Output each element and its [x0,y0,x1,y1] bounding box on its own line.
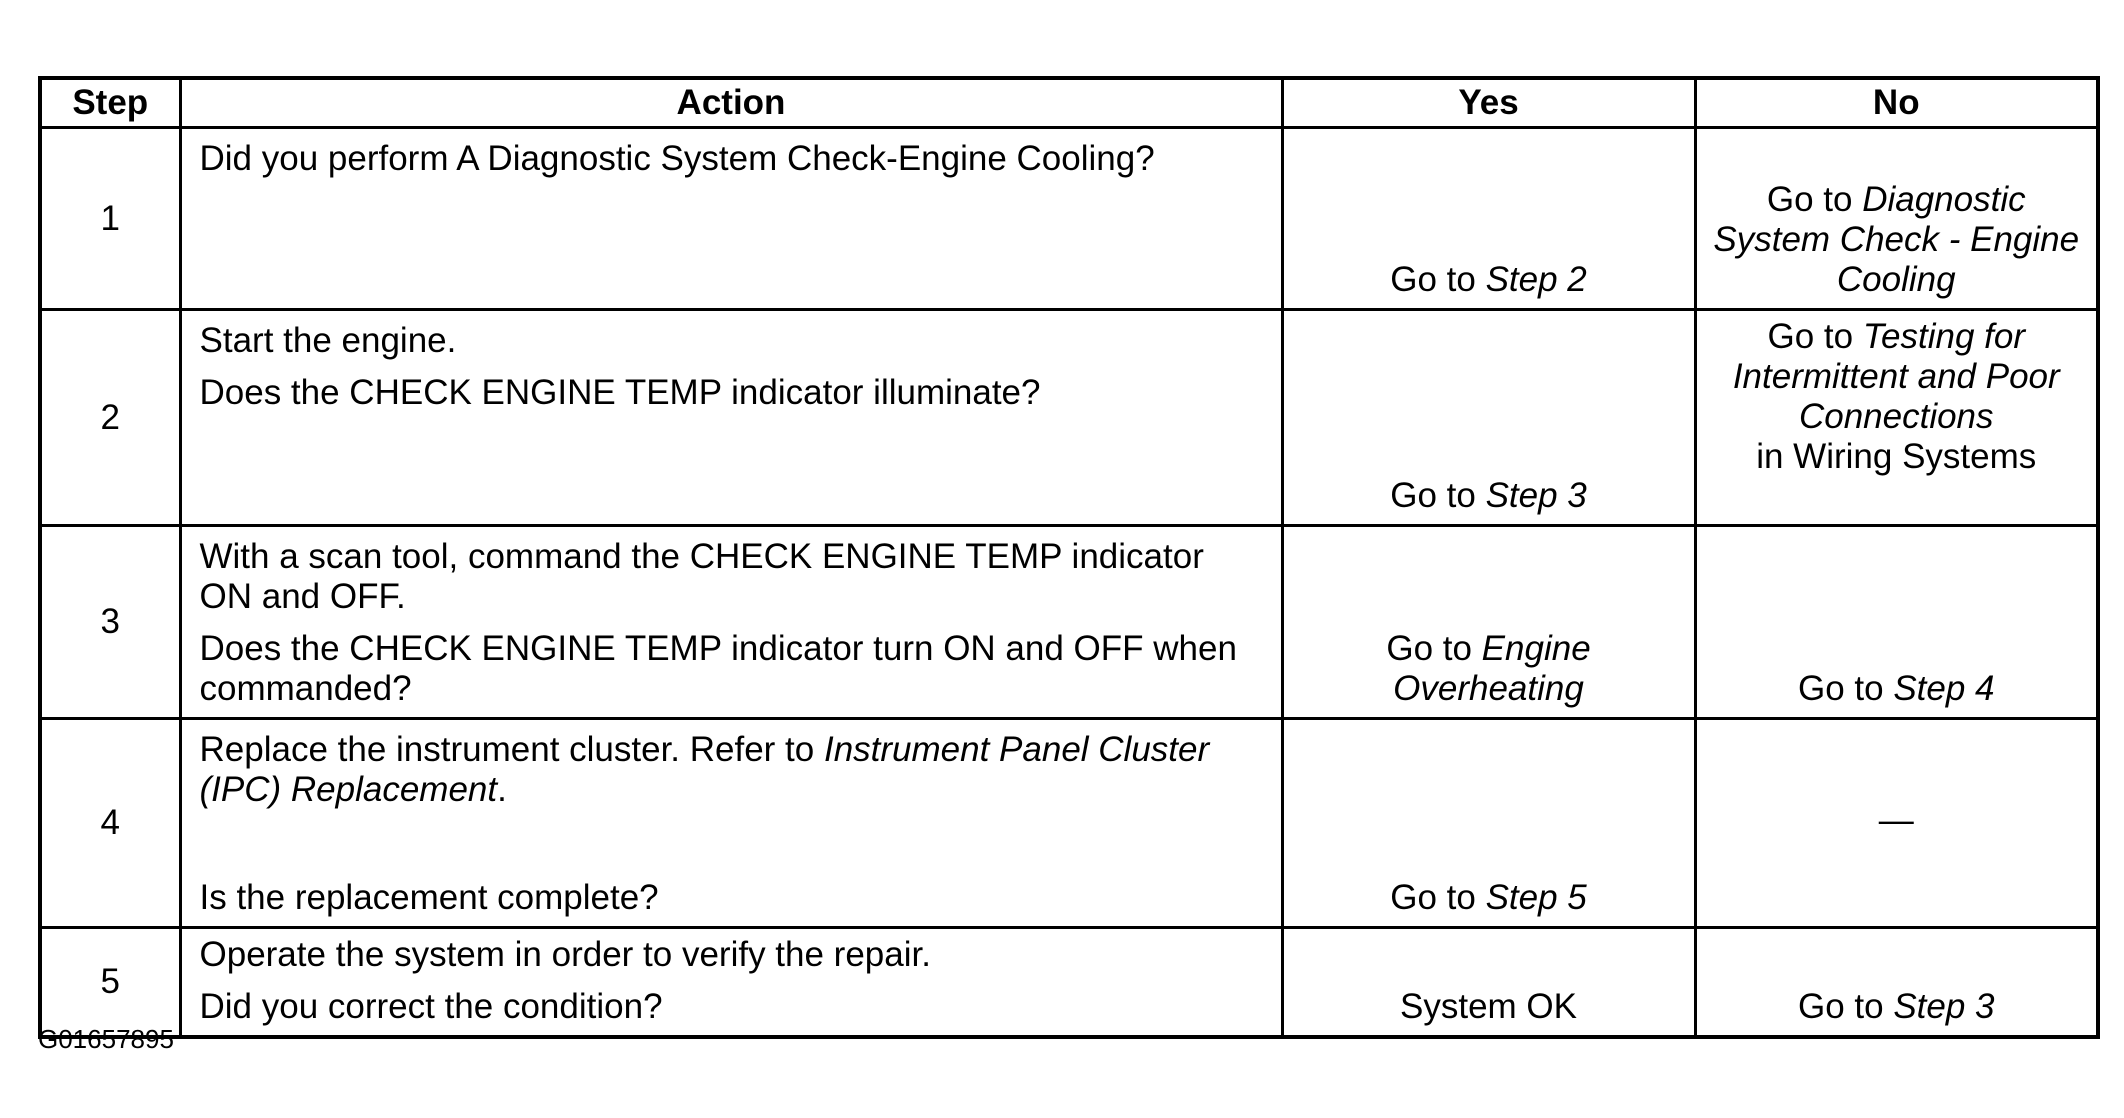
action-refer-text: Replace the instrument cluster. Refer to [199,730,824,769]
yes-ref: Step 5 [1485,878,1587,917]
no-suffix: in Wiring Systems [1756,437,2037,476]
table-row [40,526,2098,719]
no-ref: Step 3 [1893,987,1995,1026]
action-question: Is the replacement complete? [199,878,659,917]
yes-prefix: Go to [1386,629,1482,668]
table-row [40,719,2098,928]
table-row [40,128,2098,310]
no-cell [1695,526,2098,719]
no-prefix: Go to [1797,987,1894,1026]
figure-id: G01657895 [38,1024,174,1054]
yes-prefix: Go to [1390,476,1486,515]
yes-ref: Step 3 [1485,476,1587,515]
header-no: No [1695,78,2098,128]
header-step: Step [40,78,180,128]
no-dash: — [1878,801,1914,840]
step-number: 2 [40,310,180,526]
action-refer-end: . [497,770,507,809]
yes-cell [1282,526,1695,719]
action-question: Does the CHECK ENGINE TEMP indicator illuminate? [199,373,1041,412]
no-prefix: Go to [1767,317,1863,356]
yes-cell [1282,719,1695,928]
action-text: Did you perform A Diagnostic System Check-Engine Cooling? [199,139,1155,178]
step-number: 1 [40,128,180,310]
yes-text: System OK [1400,987,1577,1026]
no-cell [1695,928,2098,1038]
action-refer-link: Instrument Panel Cluster (IPC) Replacement [199,730,1210,809]
action-text [200,730,1261,810]
header-action: Action [180,78,1282,128]
step-number: 5 [40,928,180,1038]
yes-prefix: Go to [1390,878,1486,917]
no-cell [1695,310,2098,526]
table-row [40,310,2098,526]
action-cell [180,526,1282,719]
action-cell [180,719,1282,928]
no-ref: Diagnostic System Check - Engine Cooling [1713,180,2080,299]
action-cell [180,310,1282,526]
action-cell [180,128,1282,310]
no-ref: Testing for Intermittent and Poor Connections [1732,317,2060,436]
no-prefix: Go to [1797,669,1894,708]
yes-cell [1282,310,1695,526]
header-yes: Yes [1282,78,1695,128]
no-ref: Step 4 [1893,669,1995,708]
action-question: Did you correct the condition? [199,987,663,1026]
yes-cell [1282,928,1695,1038]
yes-prefix: Go to [1390,260,1486,299]
no-prefix: Go to [1766,180,1863,219]
table-row [40,928,2098,1038]
action-cell [180,928,1282,1038]
action-question: Does the CHECK ENGINE TEMP indicator turn ON and OFF when commanded? [199,629,1237,708]
step-number: 4 [40,719,180,928]
yes-ref: Engine Overheating [1393,629,1591,708]
no-cell [1695,128,2098,310]
step-number: 3 [40,526,180,719]
no-cell [1695,719,2098,928]
yes-ref: Step 2 [1485,260,1587,299]
action-text: With a scan tool, command the CHECK ENGINE TEMP indicator ON and OFF. [199,537,1204,616]
action-text: Start the engine. [199,321,457,360]
yes-cell [1282,128,1695,310]
diagnostic-table [38,76,2100,1039]
header-row [40,78,2098,128]
action-text: Operate the system in order to verify the repair. [199,935,931,974]
